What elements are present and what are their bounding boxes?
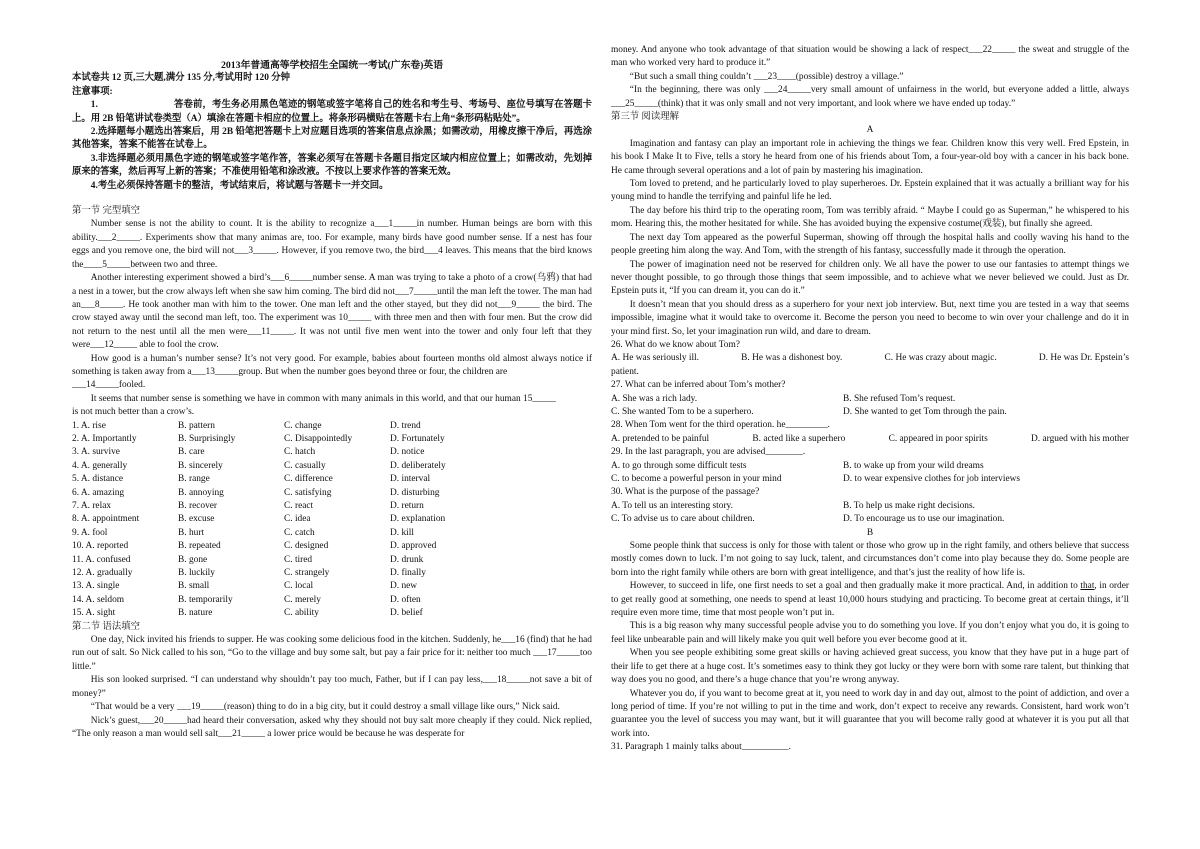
grammar-paragraph-3: “That would be a very ___19_____(reason) thing to do in a big city, but it could destroy a small village like ours,” Nick said.: [90, 702, 560, 713]
option: D. often: [390, 594, 421, 605]
option: C. strangely: [284, 568, 330, 579]
option: B. acted like a superhero: [752, 433, 846, 444]
section-1-heading: 第一节 完型填空: [72, 206, 140, 217]
option: C. She wanted Tom to be a superhero.: [611, 406, 754, 417]
option: D. approved: [390, 541, 437, 552]
option: C. satisfying: [284, 487, 332, 498]
option: C. hatch: [284, 447, 316, 458]
left-column: [72, 44, 592, 741]
text: However, to succeed in life, one first needs to set a goal and then gradually make it more practical. And, in addition to: [629, 581, 1081, 592]
question-29-options: [611, 460, 1129, 487]
option: 6. A. amazing: [72, 487, 125, 498]
option: D. To encourage us to use our imagination.: [843, 514, 1005, 525]
option: B. Surprisingly: [178, 433, 236, 444]
passage-a-paragraph-4: The next day Tom appeared as the powerful Superman, showing off through the hospital halls and coolly waving his hand to the people greeting him along the way. And Tom, with the strength of his fantasy, successfully made it through the operation.: [611, 232, 1129, 257]
option: 8. A. appointment: [72, 514, 140, 525]
option: C. idea: [284, 514, 311, 525]
option: 15. A. sight: [72, 608, 116, 619]
passage-a-paragraph-6: It doesn’t mean that you should dress as a superhero for your next job interview. But, next time you are tested in a way that seems impossible, imagine what it would take to overcome it. Become the person you need to become to win over your challenge and do it in your mind first. So, let your imagination run wild, and dare to dream.: [611, 299, 1129, 337]
cloze-paragraph-3: How good is a human’s number sense? It’s not very good. For example, babies about fourteen months old almost always notice if something is taken away from a___13_____group. But when the number goes beyond three or four, the children are: [72, 353, 592, 377]
option: 9. A. fool: [72, 527, 108, 538]
option: B. to wake up from your wild dreams: [843, 460, 984, 471]
question-27: 27. What can be inferred about Tom’s mother?: [611, 380, 786, 391]
option: C. change: [284, 420, 322, 431]
cloze-paragraph-4-cont: is not much better than a crow’s.: [72, 407, 195, 418]
option: D. new: [390, 581, 418, 592]
option: 5. A. distance: [72, 474, 124, 485]
option: 12. A. gradually: [72, 568, 133, 579]
option: A. pretended to be painful: [611, 433, 710, 444]
option: D. belief: [390, 608, 423, 619]
question-26: 26. What do we know about Tom?: [611, 339, 740, 350]
grammar-paragraph-5: money. And anyone who took advantage of that situation would be showing a lack of respect___22_____ the sweat and struggle of the man who worked very hard to produce it.”: [611, 45, 1129, 69]
option: 3. A. survive: [72, 447, 120, 458]
option-row: [72, 554, 592, 567]
option: D. trend: [390, 420, 421, 431]
option: A. To tell us an interesting story.: [611, 500, 733, 511]
underlined-word: that: [1080, 581, 1095, 592]
option: B. nature: [178, 608, 213, 619]
question-27-options: [611, 393, 1129, 420]
question-31: 31. Paragraph 1 mainly talks about__________.: [611, 742, 791, 753]
option: A. He was seriously ill.: [611, 353, 700, 364]
option: C. difference: [284, 474, 333, 485]
option: D. return: [390, 501, 424, 511]
option: B. sincerely: [178, 460, 223, 471]
option: C. tired: [284, 554, 313, 565]
grammar-paragraph-4: Nick’s guest,___20_____had heard their conversation, asked why they should not buy salt more cheaply if they could. Nick replied, “The only reason a man would sell salt___21_____ a lower price would be because he was desperate for: [72, 715, 592, 739]
option: D. Fortunately: [390, 433, 445, 444]
option: 1. A. rise: [72, 420, 106, 431]
note-2: 2.选择题每小题选出答案后，用 2B 铅笔把答题卡上对应题目选项的答案信息点涂黑；如需改动，用橡皮擦干净后，再选涂其他答案，答案不能答在试卷上。: [72, 127, 592, 151]
option: A. to go through some difficult tests: [611, 460, 747, 471]
cloze-paragraph-1: Number sense is not the ability to count. It is the ability to recognize a___1_____in number. Human beings are born with this ability.___2_____. Experiments show that many animas are, too. For example, many birds have good number sense. If a nest has four eggs and you remove one, the bird will not___3_____. However, if you remove two, the bird___4 leaves. This means that the bird knows the____5_____between two and three.: [72, 219, 592, 270]
option: C. designed: [284, 541, 329, 552]
option: D. interval: [390, 474, 431, 485]
grammar-paragraph-6: “But such a small thing couldn’t ___23____(possible) destroy a village.”: [629, 71, 904, 82]
cloze-paragraph-2: Another interesting experiment showed a bird’s___6_____number sense. A man was trying to take a photo of a crow(乌鸦) that had a nest in a tower, but the crow always left when she saw him coming. The bird did not___7_____until the man left the tower. The man had an___8_____. He took another man with him to the tower. One man left and the other stayed, but they did not___9_____ the bird. The crow stayed away until the second man left, too. The experiment was 10_____ with three men and then with four men. But the crow did not return to the nest until all the men were___11_____. It was not until five men went into the tower and only four left that they were___12_____ able to fool the crow.: [72, 273, 592, 351]
option: B. annoying: [178, 487, 224, 498]
option: A. She was a rich lady.: [611, 393, 698, 404]
option: C. merely: [284, 594, 321, 605]
notes-heading: 注意事项:: [72, 86, 113, 97]
option: C. ability: [284, 608, 319, 619]
passage-a-paragraph-1: Imagination and fantasy can play an important role in achieving the things we fear. Children know this very well. Fred Epstein, in his book I Make It to Five, tells a story he heard from one of his friends about Tom, a four-year-old boy with a cancer in his back bone. He came through several operations and a lot of pain by mastering his imagination.: [611, 138, 1129, 176]
option: C. appeared in poor spirits: [888, 433, 988, 444]
option-row: [72, 433, 592, 446]
option: B. gone: [178, 554, 208, 565]
option: B. He was a dishonest boy.: [741, 353, 843, 364]
passage-a-label: A: [866, 125, 874, 136]
passage-a-paragraph-3: The day before his third trip to the operating room, Tom was terribly afraid. “ Maybe I could go as Superman,” he whispered to his mom. Hearing this, the mother hesitated for while. She has avoided buying the expensive costume(戏装), but finally she agreed.: [611, 205, 1129, 230]
option: 11. A. confused: [72, 554, 131, 565]
passage-b-paragraph-5: Whatever you do, if you want to become great at it, you need to work day in and day out, almost to the point of addiction, and over a long period of time. If you’re not willing to put in the time and work, don’t expect to receive any rewards. Consistent, hard work won’t guarantee you the level of success you may want, but it will guarantee that you will become rally good at whatever it is you put all that work into.: [611, 688, 1129, 739]
question-29: 29. In the last paragraph, you are advised________.: [611, 447, 806, 458]
section-3-heading: 第三节 阅读理解: [611, 112, 679, 123]
exam-title: 2013年普通高等学校招生全国统一考试(广东卷)英语: [220, 60, 444, 71]
option-row: [72, 527, 592, 540]
passage-b-paragraph-4: When you see people exhibiting some great skills or having achieved great success, you know that they have put in a huge part of their life to get there at a huge cost. It’s sometimes easy to think they got lucky or they were born with some rare talent, but thinking that way does you no good, and there’s a huge chance that you’re wrong anyway.: [611, 648, 1129, 686]
cloze-options-table: [72, 420, 592, 621]
option: 2. A. Importantly: [72, 433, 137, 444]
note-3: 3.非选择题必须用黑色字迹的钢笔或签字笔作答，答案必须写在答题卡各题目指定区域内相应位置上；如需改动，先划掉原来的答案，然后再写上新的答案；不准使用铅笔和涂改液。不按以上要求作答的答案无效。: [72, 153, 592, 178]
option: D. notice: [390, 447, 425, 458]
note-1: 1. 答卷前，考生务必用黑色笔迹的钢笔或签字笔将自己的姓名和考生号、考场号、座位号填写在答题卡上。用 2B 铅笔讲试卷类型（A）填涂在答题卡相应的位置上。将条形码横贴在答题卡右上角“条形码粘贴处”。: [72, 100, 592, 124]
passage-a-paragraph-2: Tom loved to pretend, and he particularly loved to play superheroes. Dr. Epstein explained that it was actually a brilliant way for his young mind to handle the terrifying and painful life he led.: [611, 179, 1129, 203]
option: D. disturbing: [390, 487, 440, 498]
option-row: [72, 473, 592, 486]
option: D. He was Dr. Epstein’s: [1038, 353, 1129, 364]
option: B. hurt: [178, 527, 205, 538]
question-26-options-cont: patient.: [611, 366, 639, 377]
option-row: [72, 607, 592, 620]
exam-intro: 本试卷共 12 页,三大题,满分 135 分,考试用时 120 分钟: [72, 73, 290, 84]
question-26-options: [611, 352, 1129, 365]
option: D. explanation: [390, 514, 446, 525]
note-4: 4.考生必须保持答题卡的整洁，考试结束后，将试题与答题卡一并交回。: [90, 180, 389, 191]
option: B. pattern: [178, 420, 215, 431]
option-row: [72, 460, 592, 473]
option: C. To advise us to care about children.: [611, 514, 755, 525]
option: 7. A. relax: [72, 501, 112, 511]
section-2-heading: 第二节 语法填空: [72, 621, 140, 632]
option: B. To help us make right decisions.: [843, 500, 975, 511]
passage-a-paragraph-5: The power of imagination need not be reserved for children only. We all have the power to use our fantasies to attempt things we never thought possible, to go through those things that seem impossible, and to achieve what we never believed we could. Just as Dr. Epstein puts it, “If you can dream it, you can do it.”: [611, 259, 1129, 297]
option: B. recover: [178, 501, 218, 511]
option: D. drunk: [390, 554, 424, 565]
option-row: [72, 446, 592, 459]
option: B. small: [178, 581, 210, 592]
option: B. range: [178, 474, 210, 485]
option: B. repeated: [178, 541, 221, 552]
option-row: [72, 567, 592, 580]
option: C. He was crazy about magic.: [884, 353, 997, 364]
passage-b-label: B: [866, 527, 874, 538]
question-28: 28. When Tom went for the third operation. he_________.: [611, 420, 831, 431]
option: C. to become a powerful person in your mind: [611, 474, 782, 484]
option: C. catch: [284, 527, 315, 538]
passage-b-paragraph-3: This is a big reason why many successful people advise you to do something you love. If you don’t enjoy what you do, it is going to feel like unbearable pain and will likely make you quit well before you ever become good at it.: [611, 621, 1129, 645]
option: C. local: [284, 581, 314, 592]
option-row: [72, 420, 592, 433]
passage-b-paragraph-2: [611, 580, 1129, 620]
option: 14. A. seldom: [72, 594, 125, 605]
passage-b-paragraph-1: Some people think that success is only for those with talent or those who grow up in the right family, and others believe that success mostly comes down to luck. I’m not going to say luck, talent, and circumstances don’t come into play because they do. Some people are born into the right family while others are born with great intelligence, and that’s just the reality of how life is.: [611, 541, 1129, 578]
cloze-paragraph-4: It seems that number sense is something we have in common with many animals in this world, and that our human 15_____: [90, 393, 556, 404]
grammar-paragraph-2: His son looked surprised. “I can understand why shouldn’t pay too much, Father, but if I can pay less,___18_____not save a bit of money?”: [72, 675, 592, 699]
option-row: [72, 487, 592, 500]
question-30: 30. What is the purpose of the passage?: [611, 487, 760, 498]
option: C. react: [284, 501, 314, 511]
grammar-paragraph-1: One day, Nick invited his friends to supper. He was cooking some delicious food in the kitchen. Suddenly, he___16 (find) that he had run out of salt. So Nick called to his son, “Go to the village and buy some salt, but pay a fair price for it: neither too much ___17_____too little.”: [72, 635, 592, 672]
question-30-options: [611, 500, 1129, 527]
grammar-paragraph-7: “In the beginning, there was only ___24_____very small amount of unfairness in the world, but everyone added a little, always ___25_____(think) that it was only small and not very important, and look where we have ended up today.”: [611, 85, 1129, 109]
option: B. care: [178, 447, 205, 458]
option: D. deliberately: [390, 460, 446, 471]
option: B. She refused Tom’s request.: [843, 393, 956, 404]
cloze-paragraph-3-cont: ___14_____fooled.: [72, 380, 146, 391]
option: D. kill: [390, 527, 414, 538]
question-28-options: [611, 433, 1129, 446]
option-row: [72, 513, 592, 526]
option: D. She wanted to get Tom through the pain.: [843, 406, 1007, 417]
option: C. Disappointedly: [284, 433, 353, 444]
option-row: [72, 500, 592, 513]
option: D. argued with his mother: [1031, 433, 1129, 444]
option-row: [72, 580, 592, 593]
text: , in order to get really good at something, one needs to spend at least 10,000 hours studying and practicing. To become great at certain things, it’ll require even more time, time that most people won’t put in.: [611, 581, 1130, 619]
right-column: [611, 44, 1129, 755]
option-row: [72, 540, 592, 553]
option: 10. A. reported: [72, 541, 129, 552]
option: B. luckily: [178, 568, 215, 579]
option: D. finally: [390, 568, 426, 579]
option-row: [72, 594, 592, 607]
option: 4. A. generally: [72, 460, 128, 471]
option: B. excuse: [178, 514, 215, 525]
option: C. casually: [284, 460, 326, 471]
option: B. temporarily: [178, 594, 233, 605]
option: 13. A. single: [72, 581, 120, 592]
option: D. to wear expensive clothes for job interviews: [843, 474, 1021, 484]
